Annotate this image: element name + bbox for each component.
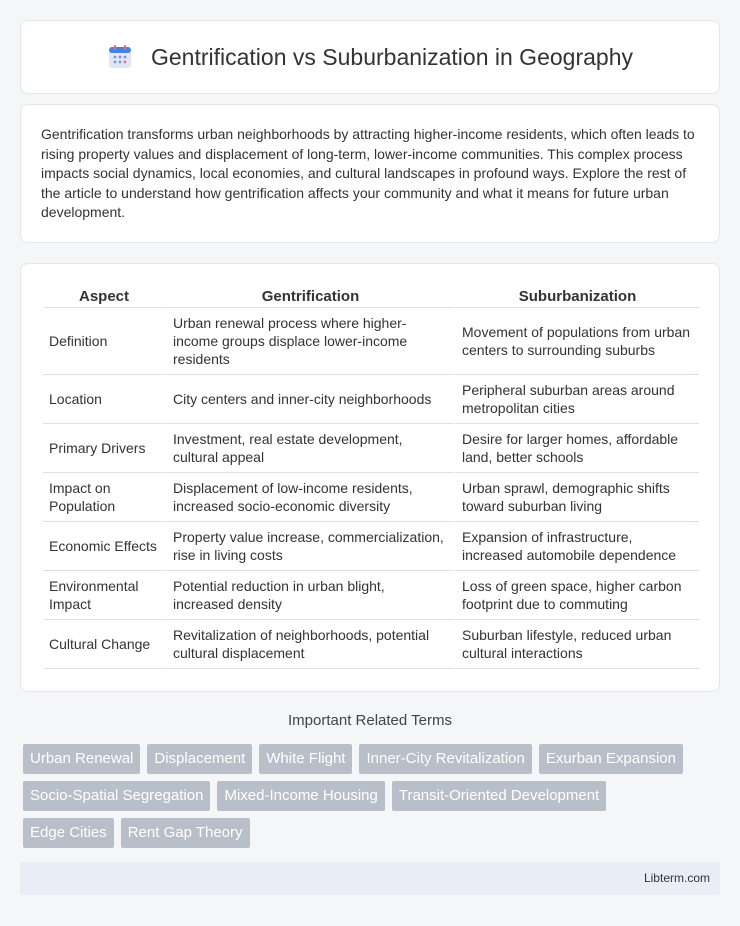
footer-site-link[interactable]: Libterm.com	[643, 871, 710, 885]
table-row	[43, 424, 699, 473]
cell-gentrification: Investment, real estate development, cultural appeal	[165, 424, 454, 473]
related-terms-title: Important Related Terms	[288, 712, 452, 729]
table-row	[43, 308, 699, 375]
cell-aspect: Location	[43, 375, 165, 424]
header-gentrification: Gentrification	[165, 284, 454, 308]
cell-aspect: Environmental Impact	[43, 571, 165, 620]
cell-gentrification: Displacement of low-income residents, increased socio-economic diversity	[165, 473, 454, 522]
calendar-icon	[107, 44, 133, 70]
cell-aspect: Definition	[43, 308, 165, 375]
table-row	[43, 620, 699, 669]
cell-suburbanization: Peripheral suburban areas around metropolitan cities	[454, 375, 699, 424]
comparison-table	[43, 284, 699, 669]
cell-gentrification: Revitalization of neighborhoods, potential cultural displacement	[165, 620, 454, 669]
cell-aspect: Economic Effects	[43, 522, 165, 571]
cell-aspect: Impact on Population	[43, 473, 165, 522]
table-row	[43, 571, 699, 620]
tag-inner-city-revitalization[interactable]: Inner-City Revitalization	[359, 744, 531, 774]
cell-suburbanization: Suburban lifestyle, reduced urban cultural interactions	[454, 620, 699, 669]
cell-suburbanization: Loss of green space, higher carbon footprint due to commuting	[454, 571, 699, 620]
table-row	[43, 473, 699, 522]
tag-urban-renewal[interactable]: Urban Renewal	[23, 744, 140, 774]
comparison-table-card	[20, 263, 720, 692]
tag-displacement[interactable]: Displacement	[147, 744, 252, 774]
tag-rent-gap-theory[interactable]: Rent Gap Theory	[121, 818, 250, 848]
cell-aspect: Cultural Change	[43, 620, 165, 669]
tag-transit-oriented-development[interactable]: Transit-Oriented Development	[392, 781, 606, 811]
cell-gentrification: Property value increase, commercialization, rise in living costs	[165, 522, 454, 571]
cell-gentrification: Urban renewal process where higher-income groups displace lower-income residents	[165, 308, 454, 375]
header-card	[20, 20, 720, 94]
intro-card	[20, 104, 720, 243]
related-terms-list	[23, 744, 683, 848]
tag-edge-cities[interactable]: Edge Cities	[23, 818, 114, 848]
table-row	[43, 375, 699, 424]
cell-aspect: Primary Drivers	[43, 424, 165, 473]
header-aspect: Aspect	[43, 284, 165, 308]
cell-suburbanization: Desire for larger homes, affordable land, better schools	[454, 424, 699, 473]
table-header-row	[43, 284, 699, 308]
cell-suburbanization: Expansion of infrastructure, increased automobile dependence	[454, 522, 699, 571]
cell-gentrification: City centers and inner-city neighborhoods	[165, 375, 454, 424]
cell-gentrification: Potential reduction in urban blight, increased density	[165, 571, 454, 620]
tag-exurban-expansion[interactable]: Exurban Expansion	[539, 744, 683, 774]
cell-suburbanization: Urban sprawl, demographic shifts toward suburban living	[454, 473, 699, 522]
intro-paragraph: Gentrification transforms urban neighborhoods by attracting higher-income residents, which often leads to rising property values and displacement of long-term, lower-income communities. This complex process impacts social dynamics, local economies, and cultural landscapes in profound ways. Explore the rest of the article to understand how gentrification affects your community and what it means for future urban development.	[41, 126, 695, 221]
tag-mixed-income-housing[interactable]: Mixed-Income Housing	[217, 781, 384, 811]
tag-socio-spatial-segregation[interactable]: Socio-Spatial Segregation	[23, 781, 210, 811]
table-row	[43, 522, 699, 571]
page-title: Gentrification vs Suburbanization in Geography	[150, 43, 633, 70]
tag-white-flight[interactable]: White Flight	[259, 744, 352, 774]
footer	[20, 862, 720, 895]
header-inner	[107, 44, 633, 71]
header-suburbanization: Suburbanization	[454, 284, 699, 308]
cell-suburbanization: Movement of populations from urban centers to surrounding suburbs	[454, 308, 699, 375]
